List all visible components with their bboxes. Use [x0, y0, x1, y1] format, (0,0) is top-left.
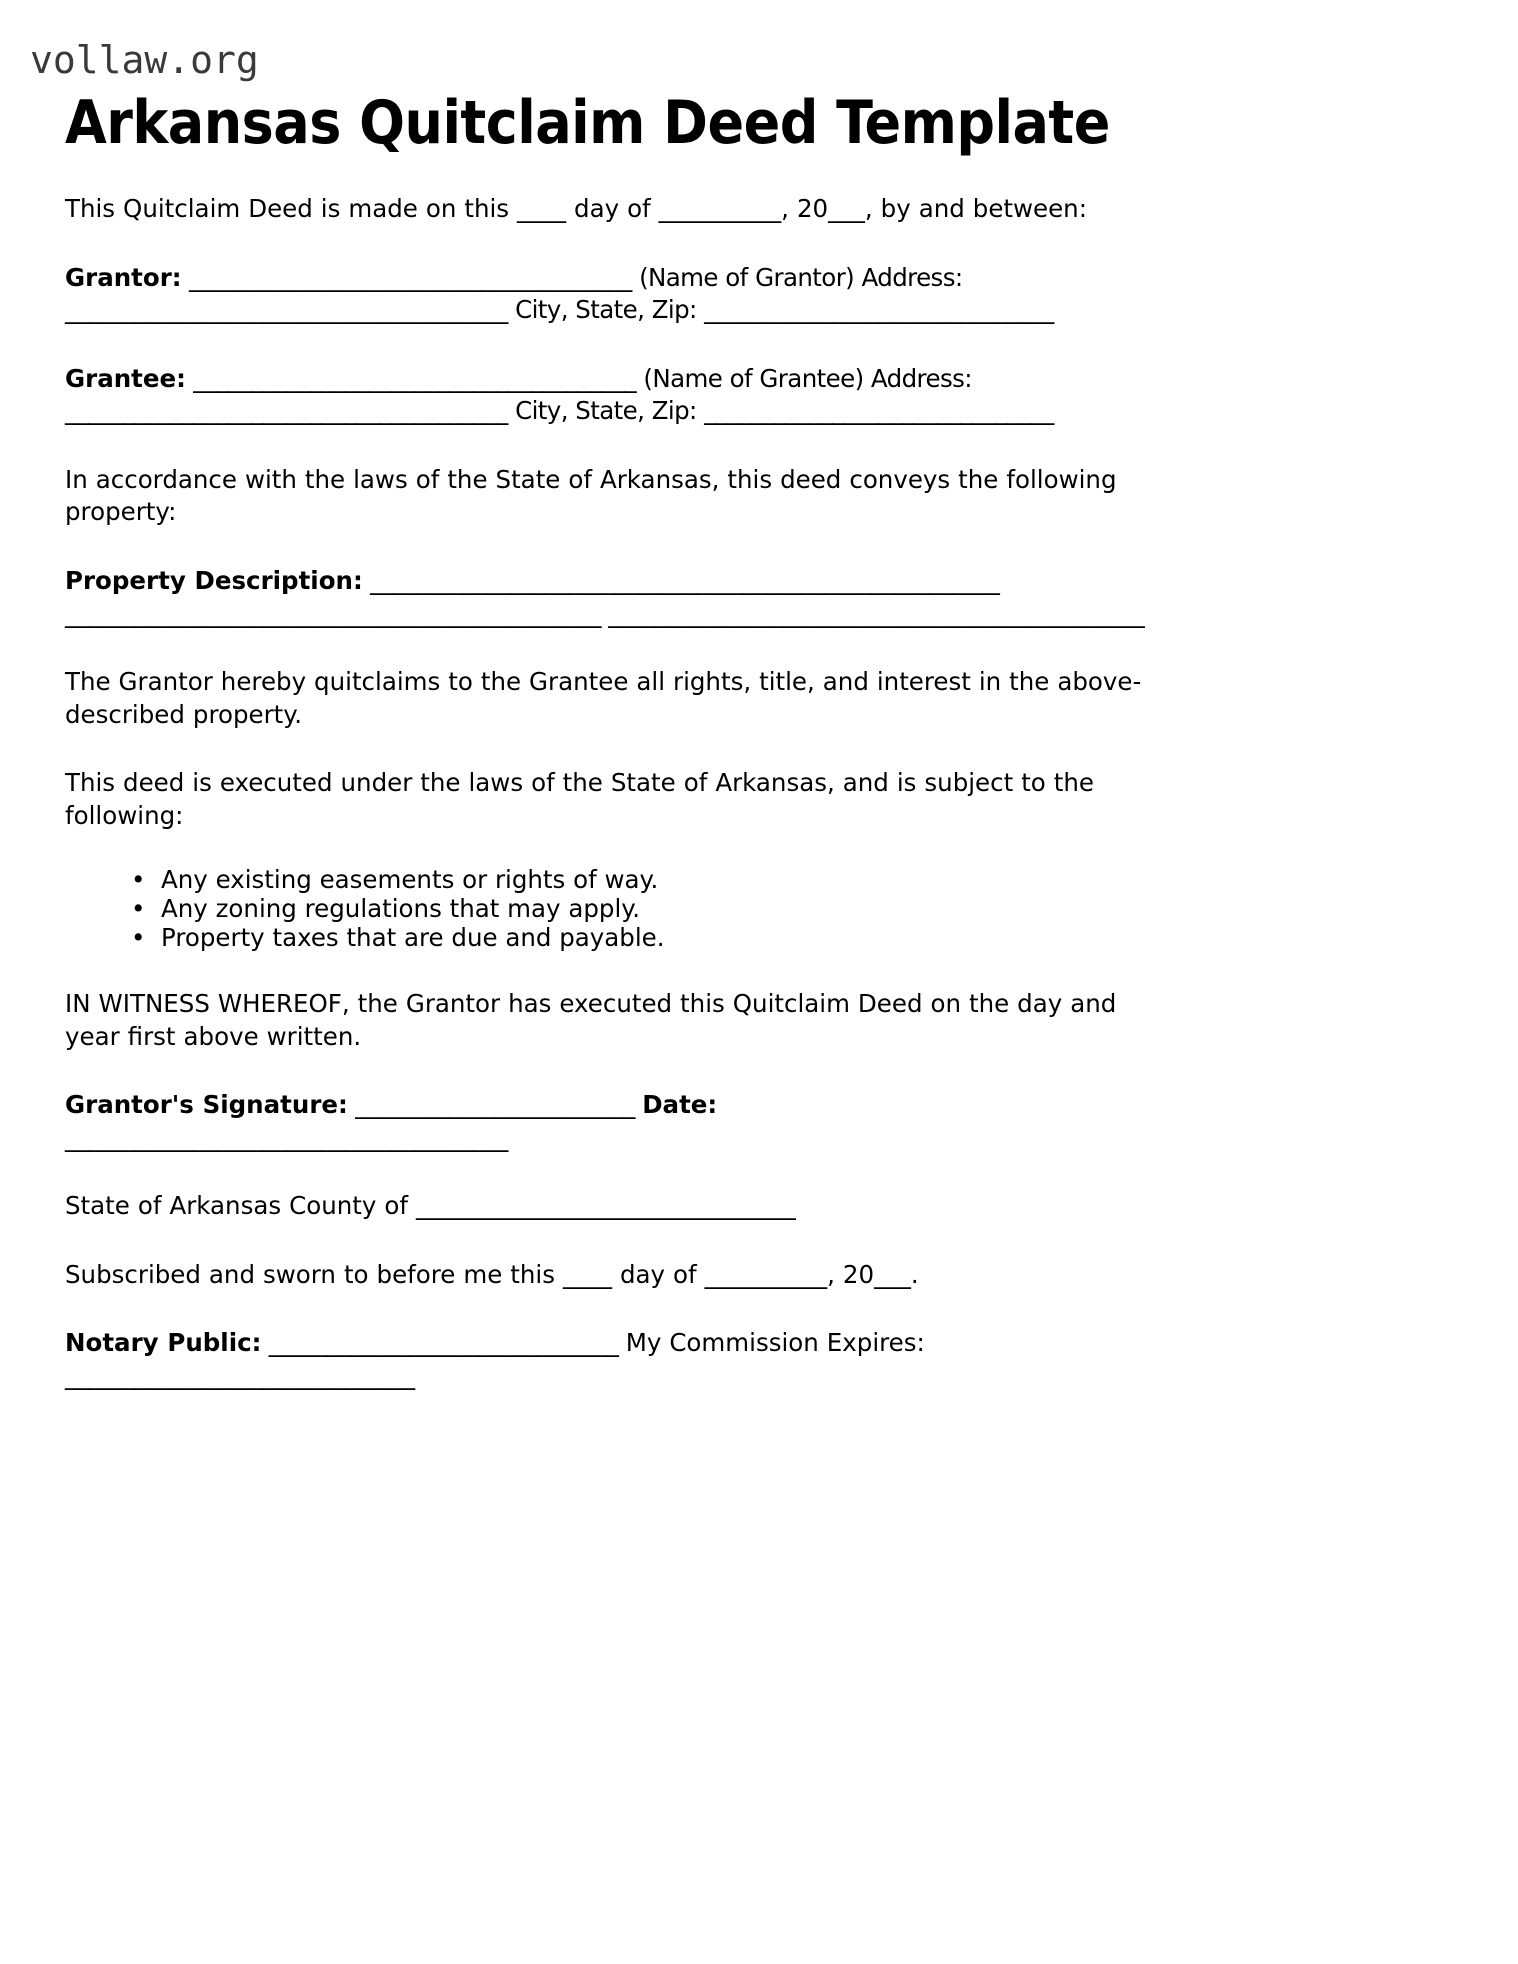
witness-paragraph: IN WITNESS WHEREOF, the Grantor has executed this Quitclaim Deed on the day and year first above written. [65, 988, 1117, 1051]
list-item [131, 923, 1150, 952]
grantee-fields: ______________________________________ (Name of Grantee) Address: ______________________________________ City, State, Zip: ______________________________ [65, 363, 1054, 426]
list-item [131, 865, 1150, 894]
notary-label: Notary Public: [65, 1328, 262, 1358]
signature-label: Grantor's Signature: [65, 1090, 348, 1120]
grantee-label: Grantee: [65, 363, 186, 393]
intro-paragraph: This Quitclaim Deed is made on this ____ day of __________, 20___, by and between: [65, 193, 1087, 223]
commission-expires-label: My Commission Expires: [625, 1328, 925, 1358]
site-logo: vollaw.org [30, 38, 259, 82]
bullet-icon: • [131, 893, 146, 923]
bullet-icon: • [131, 922, 146, 952]
bullet-icon: • [131, 864, 146, 894]
grantor-block [65, 226, 1150, 327]
subscribed-sworn-line: Subscribed and sworn to before me this ____ day of __________, 20___. [65, 1259, 919, 1289]
notary-block [65, 1291, 1150, 1392]
document-content [30, 0, 1150, 1433]
conditions-list [65, 833, 1150, 952]
commission-expires-line: ______________________________ [65, 1360, 415, 1390]
list-item-label: Any existing easements or rights of way. [161, 864, 659, 894]
list-item-label: Any zoning regulations that may apply. [161, 893, 641, 923]
grantor-fields: ______________________________________ (Name of Grantor) Address: ______________________________________ City, State, Zip: ______________________________ [65, 262, 1054, 325]
list-item [131, 894, 1150, 923]
signature-block [65, 1053, 1150, 1154]
grantee-block [65, 327, 1150, 428]
state-county-line: State of Arkansas County of _______________________________ [65, 1191, 796, 1221]
bottom-spacer [65, 1393, 1150, 1433]
date-line: ______________________________________ [65, 1122, 508, 1152]
executed-under-paragraph: This deed is executed under the laws of the State of Arkansas, and is subject to the following: [65, 768, 1094, 830]
property-description-fields: ______________________________________________________ ______________________________________________ ______________________________________________ [65, 566, 1145, 628]
signature-line: ________________________ [347, 1090, 643, 1120]
list-item-label: Property taxes that are due and payable. [161, 922, 665, 952]
accordance-paragraph: In accordance with the laws of the State of Arkansas, this deed conveys the following property: [65, 464, 1117, 527]
date-label: Date: [642, 1090, 718, 1120]
grantor-label: Grantor: [65, 262, 182, 292]
property-description-label: Property Description: [65, 566, 363, 596]
property-description-block [65, 529, 1150, 630]
notary-line: ______________________________ [261, 1328, 626, 1358]
quitclaims-paragraph: The Grantor hereby quitclaims to the Grantee all rights, title, and interest in the above-described property. [65, 667, 1142, 729]
page-title: Arkansas Quitclaim Deed Template [65, 87, 1110, 158]
